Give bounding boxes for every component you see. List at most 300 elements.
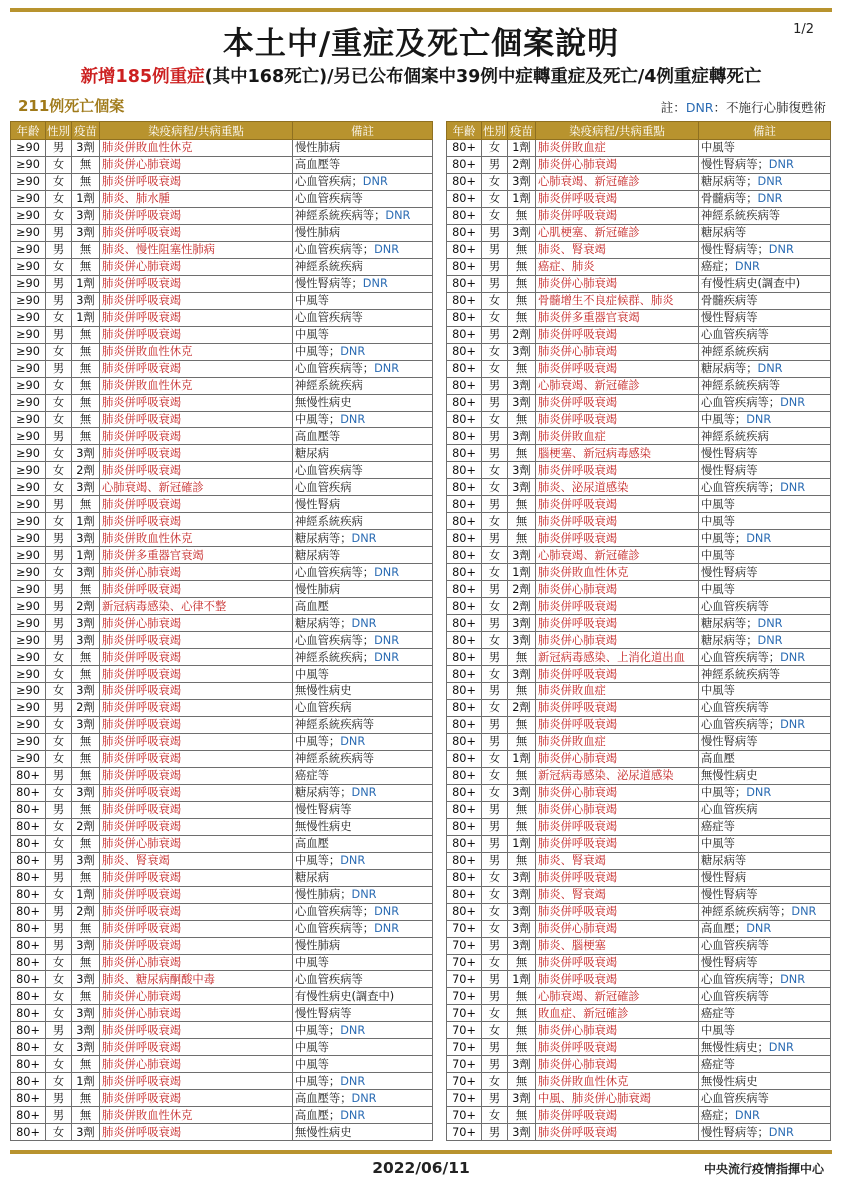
sex-cell: 男: [46, 801, 72, 818]
table-row: [11, 564, 433, 581]
vaccine-cell: 無: [508, 733, 536, 750]
vaccine-cell: 3劑: [72, 1022, 100, 1039]
remark-cell: 慢性肺病: [293, 581, 433, 598]
sex-cell: 女: [482, 886, 508, 903]
condition-cell: 肺炎併敗血性休克: [100, 1107, 293, 1124]
vaccine-cell: 2劑: [72, 598, 100, 615]
condition-cell: 肺炎併心肺衰竭: [536, 801, 699, 818]
condition-header: 染疫病程/共病重點: [100, 122, 293, 140]
vaccine-cell: 無: [508, 360, 536, 377]
remark-cell: 心血管疾病等: [293, 462, 433, 479]
age-cell: 80+: [11, 937, 46, 954]
remark-cell: 心血管疾病等；DNR: [293, 632, 433, 649]
page-number: 1/2: [793, 22, 814, 37]
vaccine-cell: 2劑: [72, 462, 100, 479]
table-row: [11, 275, 433, 292]
sex-cell: 女: [46, 173, 72, 190]
dnr-tag: DNR: [757, 192, 783, 206]
condition-cell: 肺炎、腎衰竭: [100, 852, 293, 869]
table-row: [11, 360, 433, 377]
remark-cell: 癌症等: [293, 767, 433, 784]
remark-cell: 神經系統疾病等: [293, 750, 433, 767]
vaccine-cell: 無: [508, 207, 536, 224]
remark-cell: 中風等: [293, 954, 433, 971]
sex-cell: 男: [46, 767, 72, 784]
age-cell: 80+: [11, 1107, 46, 1124]
table-row: [447, 1090, 831, 1107]
vaccine-cell: 3劑: [508, 173, 536, 190]
condition-cell: 肺炎併呼吸衰竭: [100, 173, 293, 190]
condition-cell: 肺炎、腎衰竭: [536, 852, 699, 869]
age-cell: 70+: [447, 1124, 482, 1141]
vaccine-cell: 無: [72, 326, 100, 343]
vaccine-cell: 無: [508, 445, 536, 462]
vaccine-cell: 1劑: [72, 513, 100, 530]
vaccine-cell: 無: [508, 1073, 536, 1090]
sex-cell: 男: [46, 598, 72, 615]
sex-cell: 男: [46, 1107, 72, 1124]
vaccine-cell: 無: [72, 241, 100, 258]
condition-cell: 肺炎併呼吸衰竭: [536, 1107, 699, 1124]
condition-cell: 心肺衰竭、新冠確診: [100, 479, 293, 496]
sex-cell: 男: [482, 156, 508, 173]
dnr-tag: DNR: [780, 650, 806, 664]
sex-cell: 女: [482, 207, 508, 224]
remark-cell: 心血管疾病等；DNR: [293, 903, 433, 920]
remark-cell: 中風等: [699, 140, 831, 157]
vaccine-cell: 1劑: [508, 140, 536, 157]
age-cell: 80+: [11, 818, 46, 835]
table-row: [447, 292, 831, 309]
age-cell: 80+: [447, 784, 482, 801]
sex-cell: 男: [46, 615, 72, 632]
vaccine-cell: 3劑: [508, 479, 536, 496]
age-cell: ≥90: [11, 683, 46, 700]
page-subtitle: [0, 63, 842, 88]
remark-cell: 中風等: [699, 513, 831, 530]
note-dnr: DNR: [685, 100, 714, 115]
condition-cell: 肺炎併呼吸衰竭: [536, 190, 699, 207]
sex-cell: 男: [482, 818, 508, 835]
table-row: [447, 445, 831, 462]
age-cell: 80+: [447, 886, 482, 903]
vaccine-cell: 3劑: [508, 1090, 536, 1107]
sex-cell: 男: [482, 530, 508, 547]
sex-cell: 男: [482, 496, 508, 513]
condition-cell: 肺炎、慢性阻塞性肺病: [100, 241, 293, 258]
vaccine-cell: 3劑: [72, 564, 100, 581]
remark-cell: 癌症；DNR: [699, 258, 831, 275]
remark-cell: 心血管疾病: [699, 801, 831, 818]
condition-cell: 肺炎併呼吸衰竭: [100, 937, 293, 954]
sex-cell: 女: [46, 666, 72, 683]
sex-cell: 男: [482, 615, 508, 632]
vaccine-cell: 3劑: [72, 937, 100, 954]
age-cell: 80+: [11, 886, 46, 903]
condition-cell: 癌症、肺炎: [536, 258, 699, 275]
sex-cell: 男: [46, 496, 72, 513]
remark-cell: 糖尿病: [293, 445, 433, 462]
age-cell: 80+: [447, 683, 482, 700]
dnr-tag: DNR: [340, 854, 366, 868]
vaccine-cell: 3劑: [508, 937, 536, 954]
remark-cell: 心血管疾病等: [699, 1090, 831, 1107]
sex-cell: 男: [482, 649, 508, 666]
table-row: [11, 971, 433, 988]
vaccine-cell: 無: [72, 835, 100, 852]
dnr-tag: DNR: [757, 616, 783, 630]
table-row: [447, 1073, 831, 1090]
vaccine-cell: 無: [508, 716, 536, 733]
sex-cell: 女: [46, 258, 72, 275]
sex-cell: 女: [482, 479, 508, 496]
age-cell: ≥90: [11, 326, 46, 343]
remark-cell: 神經系統疾病等: [699, 666, 831, 683]
remark-cell: 中風等: [293, 292, 433, 309]
condition-cell: 肺炎併心肺衰竭: [536, 581, 699, 598]
table-row: [447, 1124, 831, 1141]
vaccine-cell: 1劑: [72, 275, 100, 292]
table-row: [11, 326, 433, 343]
remark-cell: 慢性腎病等；DNR: [699, 156, 831, 173]
table-row: [11, 428, 433, 445]
table-row: [447, 377, 831, 394]
condition-cell: 肺炎併呼吸衰竭: [536, 666, 699, 683]
dnr-note: [661, 98, 826, 116]
condition-cell: 肺炎併多重器官衰竭: [536, 309, 699, 326]
condition-cell: 肺炎併呼吸衰竭: [100, 784, 293, 801]
table-row: [447, 275, 831, 292]
condition-cell: 肺炎併呼吸衰竭: [100, 224, 293, 241]
vaccine-header: 疫苗: [72, 122, 100, 140]
table-row: [447, 173, 831, 190]
table-row: [447, 309, 831, 326]
condition-cell: 肺炎併呼吸衰竭: [100, 1022, 293, 1039]
condition-cell: 肺炎併心肺衰竭: [536, 1022, 699, 1039]
vaccine-cell: 無: [508, 1005, 536, 1022]
condition-cell: 肺炎併呼吸衰竭: [100, 683, 293, 700]
table-row: [11, 394, 433, 411]
age-cell: ≥90: [11, 564, 46, 581]
vaccine-cell: 3劑: [508, 394, 536, 411]
vaccine-cell: 無: [508, 309, 536, 326]
vaccine-cell: 無: [508, 513, 536, 530]
sex-cell: 男: [46, 530, 72, 547]
sex-cell: 女: [482, 309, 508, 326]
bottom-rule: [10, 1150, 832, 1154]
age-cell: 80+: [447, 462, 482, 479]
sex-cell: 女: [46, 377, 72, 394]
dnr-tag: DNR: [734, 260, 760, 274]
sex-cell: 男: [46, 581, 72, 598]
dnr-tag: DNR: [351, 531, 377, 545]
condition-cell: 肺炎併呼吸衰竭: [100, 1090, 293, 1107]
table-row: [11, 190, 433, 207]
sex-cell: 女: [46, 394, 72, 411]
sex-cell: 女: [46, 971, 72, 988]
dnr-tag: DNR: [374, 633, 400, 647]
remark-cell: 慢性肺病: [293, 224, 433, 241]
age-cell: 80+: [447, 801, 482, 818]
remark-cell: 心血管疾病；DNR: [293, 173, 433, 190]
remark-cell: 中風等；DNR: [699, 530, 831, 547]
sex-cell: 女: [482, 954, 508, 971]
vaccine-cell: 2劑: [72, 818, 100, 835]
condition-cell: 肺炎併敗血性休克: [536, 564, 699, 581]
sex-cell: 男: [482, 937, 508, 954]
vaccine-cell: 無: [508, 496, 536, 513]
remark-cell: 中風等: [699, 581, 831, 598]
condition-cell: 肺炎併心肺衰竭: [536, 784, 699, 801]
condition-cell: 肺炎併呼吸衰竭: [100, 649, 293, 666]
age-cell: ≥90: [11, 496, 46, 513]
remark-cell: 癌症；DNR: [699, 1107, 831, 1124]
sex-cell: 男: [482, 801, 508, 818]
table-row: [11, 173, 433, 190]
sex-cell: 女: [482, 666, 508, 683]
age-cell: 80+: [11, 852, 46, 869]
sex-cell: 女: [46, 343, 72, 360]
vaccine-cell: 無: [72, 988, 100, 1005]
age-cell: 80+: [447, 733, 482, 750]
remark-cell: 無慢性病史: [699, 767, 831, 784]
remark-cell: 神經系統疾病等；DNR: [699, 903, 831, 920]
age-cell: ≥90: [11, 156, 46, 173]
table-row: [11, 530, 433, 547]
age-cell: ≥90: [11, 750, 46, 767]
age-cell: 80+: [11, 1090, 46, 1107]
sex-cell: 男: [46, 224, 72, 241]
sex-cell: 女: [46, 818, 72, 835]
age-cell: 80+: [447, 750, 482, 767]
vaccine-cell: 3劑: [72, 479, 100, 496]
remark-cell: 高血壓；DNR: [699, 920, 831, 937]
age-header: 年齡: [447, 122, 482, 140]
sex-cell: 男: [46, 632, 72, 649]
sex-cell: 男: [46, 937, 72, 954]
vaccine-cell: 無: [72, 360, 100, 377]
table-row: [11, 699, 433, 716]
condition-cell: 肺炎併呼吸衰竭: [100, 292, 293, 309]
vaccine-cell: 無: [72, 377, 100, 394]
remark-cell: 高血壓；DNR: [293, 1107, 433, 1124]
remark-cell: 心血管疾病等；DNR: [699, 716, 831, 733]
dnr-tag: DNR: [374, 243, 400, 257]
condition-cell: 肺炎併呼吸衰竭: [536, 903, 699, 920]
vaccine-cell: 3劑: [72, 292, 100, 309]
condition-cell: 心肌梗塞、新冠確診: [536, 224, 699, 241]
sex-cell: 男: [46, 1090, 72, 1107]
age-cell: 80+: [447, 564, 482, 581]
condition-cell: 肺炎併心肺衰竭: [100, 954, 293, 971]
vaccine-cell: 3劑: [72, 784, 100, 801]
age-cell: 80+: [447, 479, 482, 496]
sex-cell: 女: [482, 513, 508, 530]
table-row: [447, 581, 831, 598]
page-title: 本土中/重症及死亡個案說明: [222, 26, 620, 62]
dnr-tag: DNR: [340, 1108, 366, 1122]
table-row: [11, 462, 433, 479]
remark-cell: 心血管疾病等；DNR: [293, 360, 433, 377]
table-row: [447, 1005, 831, 1022]
age-cell: 80+: [447, 377, 482, 394]
condition-cell: 肺炎、腎衰竭: [536, 886, 699, 903]
remark-cell: 糖尿病等: [699, 224, 831, 241]
age-cell: ≥90: [11, 190, 46, 207]
vaccine-cell: 1劑: [508, 564, 536, 581]
vaccine-cell: 2劑: [72, 699, 100, 716]
dnr-tag: DNR: [351, 1091, 377, 1105]
remark-cell: 神經系統疾病等: [293, 716, 433, 733]
remark-cell: 心血管疾病等；DNR: [699, 971, 831, 988]
table-row: [447, 360, 831, 377]
sex-cell: 男: [46, 326, 72, 343]
vaccine-cell: 無: [508, 1022, 536, 1039]
remark-cell: 神經系統疾病: [699, 343, 831, 360]
sex-cell: 男: [46, 852, 72, 869]
vaccine-cell: 2劑: [508, 598, 536, 615]
sex-cell: 男: [482, 258, 508, 275]
age-cell: 80+: [447, 869, 482, 886]
table-row: [11, 479, 433, 496]
condition-cell: 肺炎併呼吸衰竭: [100, 360, 293, 377]
sex-cell: 男: [482, 683, 508, 700]
table-row: [11, 445, 433, 462]
dnr-tag: DNR: [791, 905, 817, 919]
vaccine-cell: 無: [508, 292, 536, 309]
age-cell: 80+: [11, 1039, 46, 1056]
remark-cell: 慢性腎病等: [699, 309, 831, 326]
sex-cell: 女: [482, 343, 508, 360]
table-row: [11, 377, 433, 394]
vaccine-cell: 無: [72, 1090, 100, 1107]
condition-cell: 肺炎併心肺衰竭: [536, 275, 699, 292]
condition-cell: 肺炎併心肺衰竭: [536, 1056, 699, 1073]
table-row: [447, 699, 831, 716]
age-cell: 80+: [11, 835, 46, 852]
remark-cell: 癌症等: [699, 818, 831, 835]
sex-cell: 男: [482, 1124, 508, 1141]
table-row: [447, 530, 831, 547]
condition-cell: 肺炎併呼吸衰竭: [100, 716, 293, 733]
sex-cell: 男: [482, 326, 508, 343]
remark-cell: 心血管疾病等；DNR: [699, 479, 831, 496]
sex-cell: 女: [46, 683, 72, 700]
remark-cell: 中風等；DNR: [293, 733, 433, 750]
age-cell: ≥90: [11, 428, 46, 445]
sex-cell: 女: [46, 1005, 72, 1022]
dnr-tag: DNR: [385, 209, 411, 223]
remark-cell: 無慢性病史: [293, 818, 433, 835]
remark-cell: 無慢性病史: [293, 394, 433, 411]
sex-cell: 女: [482, 750, 508, 767]
remark-cell: 中風等: [293, 1056, 433, 1073]
vaccine-cell: 3劑: [508, 377, 536, 394]
sex-cell: 女: [482, 360, 508, 377]
condition-cell: 肺炎併呼吸衰竭: [100, 207, 293, 224]
age-cell: 80+: [447, 666, 482, 683]
sex-cell: 男: [482, 716, 508, 733]
table-row: [447, 190, 831, 207]
age-cell: ≥90: [11, 598, 46, 615]
table-row: [11, 835, 433, 852]
age-cell: ≥90: [11, 581, 46, 598]
cases-table-right: [446, 121, 831, 1141]
remark-cell: 中風等；DNR: [699, 411, 831, 428]
dnr-tag: DNR: [746, 531, 772, 545]
table-row: [447, 835, 831, 852]
dnr-tag: DNR: [340, 412, 366, 426]
table-row: [447, 750, 831, 767]
table-row: [11, 954, 433, 971]
age-cell: 70+: [447, 1022, 482, 1039]
table-row: [11, 547, 433, 564]
sex-cell: 女: [46, 309, 72, 326]
remark-cell: 神經系統疾病: [293, 258, 433, 275]
table-row: [11, 632, 433, 649]
condition-cell: 腦梗塞、新冠病毒感染: [536, 445, 699, 462]
age-cell: 80+: [447, 547, 482, 564]
dnr-tag: DNR: [374, 565, 400, 579]
condition-cell: 肺炎併敗血性休克: [100, 140, 293, 157]
condition-cell: 肺炎併敗血症: [536, 140, 699, 157]
sex-header: 性別: [483, 123, 506, 138]
vaccine-cell: 3劑: [72, 1005, 100, 1022]
sex-cell: 男: [482, 988, 508, 1005]
sex-cell: 女: [46, 1073, 72, 1090]
condition-cell: 肺炎併敗血性休克: [536, 1073, 699, 1090]
condition-cell: 敗血症、新冠確診: [536, 1005, 699, 1022]
sex-cell: 女: [46, 886, 72, 903]
vaccine-cell: 3劑: [72, 140, 100, 157]
sex-cell: 男: [482, 241, 508, 258]
remark-cell: 心血管疾病: [293, 699, 433, 716]
vaccine-cell: 無: [508, 988, 536, 1005]
age-cell: 80+: [447, 513, 482, 530]
vaccine-cell: 無: [508, 818, 536, 835]
vaccine-cell: 3劑: [508, 632, 536, 649]
vaccine-cell: 無: [508, 767, 536, 784]
age-cell: 80+: [11, 988, 46, 1005]
condition-cell: 肺炎併心肺衰竭: [100, 156, 293, 173]
vaccine-cell: 1劑: [72, 547, 100, 564]
vaccine-cell: 無: [72, 411, 100, 428]
remark-cell: 無慢性病史；DNR: [699, 1039, 831, 1056]
age-cell: ≥90: [11, 479, 46, 496]
condition-cell: 心肺衰竭、新冠確診: [536, 988, 699, 1005]
vaccine-cell: 無: [72, 394, 100, 411]
age-cell: ≥90: [11, 394, 46, 411]
age-cell: 80+: [447, 394, 482, 411]
vaccine-cell: 無: [508, 258, 536, 275]
table-row: [11, 224, 433, 241]
age-cell: 80+: [11, 1056, 46, 1073]
age-cell: 80+: [447, 140, 482, 157]
table-row: [447, 428, 831, 445]
vaccine-cell: 3劑: [72, 683, 100, 700]
condition-header: 染疫病程/共病重點: [536, 122, 699, 140]
table-row: [447, 801, 831, 818]
condition-cell: 肺炎併呼吸衰竭: [536, 1039, 699, 1056]
dnr-tag: DNR: [340, 345, 366, 359]
dnr-tag: DNR: [757, 362, 783, 376]
vaccine-cell: 無: [72, 869, 100, 886]
table-row: [447, 207, 831, 224]
remark-cell: 中風等；DNR: [293, 852, 433, 869]
age-cell: ≥90: [11, 309, 46, 326]
condition-cell: 肺炎併心肺衰竭: [100, 988, 293, 1005]
condition-cell: 肺炎併敗血症: [536, 683, 699, 700]
